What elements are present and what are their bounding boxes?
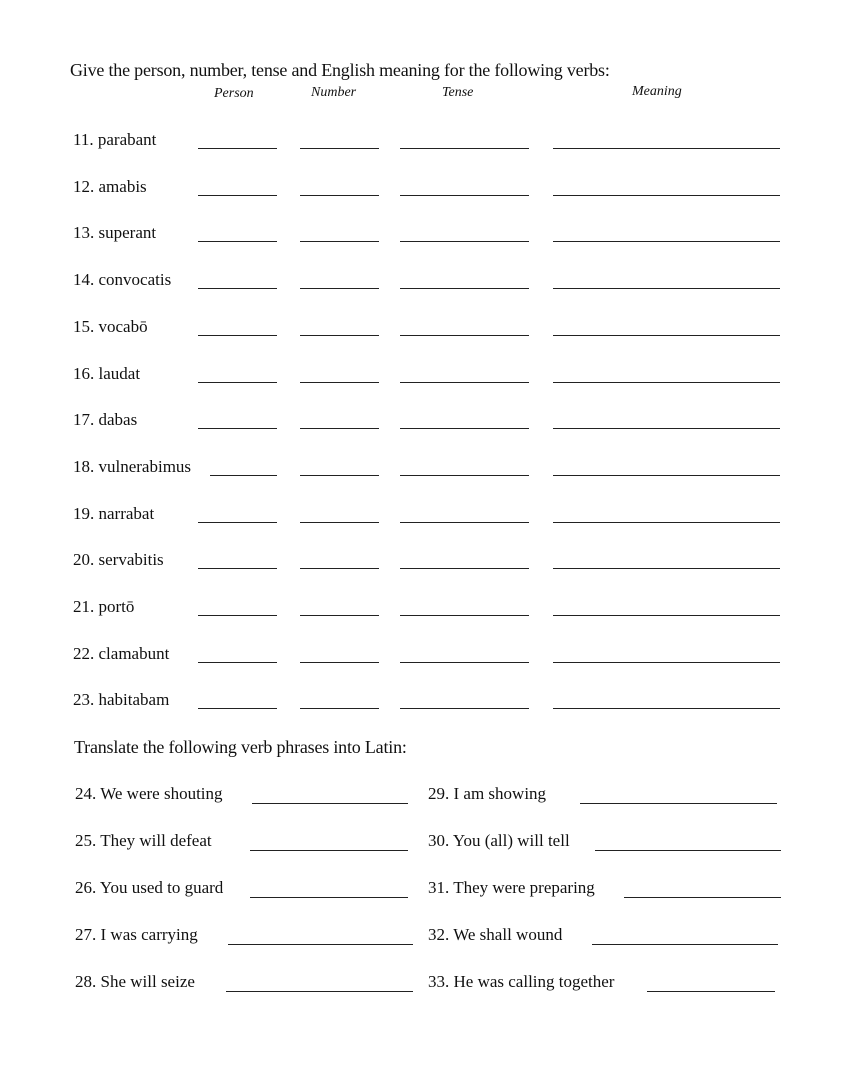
item-number: 20. (73, 550, 95, 570)
answer-blank-meaning[interactable] (553, 522, 780, 523)
verb-text: portō (98, 597, 135, 616)
answer-blank-number[interactable] (300, 195, 379, 196)
item-number: 23. (73, 690, 95, 710)
item-number: 15. (73, 316, 95, 336)
phrase-label (428, 831, 570, 851)
phrase-text: You (all) will tell (452, 831, 570, 850)
verb-text: laudat (98, 363, 141, 383)
item-number: 16. (73, 363, 95, 383)
phrase-text: I was carrying (100, 925, 198, 944)
answer-blank-number[interactable] (300, 662, 379, 663)
item-number: 28. (75, 972, 97, 991)
verb-label (73, 550, 164, 570)
answer-blank-number[interactable] (300, 382, 379, 383)
answer-blank-number[interactable] (300, 522, 379, 523)
answer-blank-meaning[interactable] (553, 708, 780, 709)
answer-blank-meaning[interactable] (553, 195, 780, 196)
phrase-text: He was calling together (453, 972, 615, 991)
phrase-text: They were preparing (453, 878, 595, 897)
verb-text: superant (98, 223, 157, 243)
verb-label (73, 364, 140, 384)
answer-blank-person[interactable] (198, 241, 277, 242)
translation-blank[interactable] (592, 944, 778, 945)
answer-blank-meaning[interactable] (553, 615, 780, 616)
verb-text: vulnerabimus (98, 456, 192, 476)
translation-blank[interactable] (250, 897, 408, 898)
answer-blank-person[interactable] (198, 662, 277, 663)
column-header-number: Number (311, 85, 357, 100)
answer-blank-meaning[interactable] (553, 288, 780, 289)
item-number: 11. (73, 130, 94, 149)
answer-blank-person[interactable] (198, 288, 277, 289)
answer-blank-number[interactable] (300, 288, 379, 289)
answer-blank-meaning[interactable] (553, 335, 780, 336)
verb-label (73, 317, 148, 337)
verb-label (73, 597, 134, 617)
item-number: 22. (73, 643, 95, 663)
translation-blank[interactable] (226, 991, 413, 992)
answer-blank-meaning[interactable] (553, 428, 780, 429)
item-number: 14. (73, 270, 95, 290)
phrase-label (75, 784, 223, 804)
phrase-label (75, 925, 198, 945)
translation-blank[interactable] (228, 944, 413, 945)
item-number: 21. (73, 597, 95, 616)
answer-blank-person[interactable] (198, 335, 277, 336)
item-number: 27. (75, 925, 97, 944)
answer-blank-number[interactable] (300, 568, 379, 569)
item-number: 13. (73, 223, 95, 243)
answer-blank-tense[interactable] (400, 708, 529, 709)
section1-instruction: Give the person, number, tense and English meaning for the following verbs: (70, 60, 610, 80)
column-header-meaning: Meaning (632, 84, 682, 99)
answer-blank-tense[interactable] (400, 241, 529, 242)
answer-blank-person[interactable] (198, 568, 277, 569)
answer-blank-tense[interactable] (400, 148, 529, 149)
answer-blank-tense[interactable] (400, 615, 529, 616)
phrase-text: I am showing (453, 784, 547, 803)
answer-blank-tense[interactable] (400, 475, 529, 476)
phrase-label (428, 878, 595, 898)
verb-text: vocabō (98, 316, 148, 336)
phrase-label (428, 784, 546, 804)
verb-text: servabitis (98, 550, 164, 570)
answer-blank-person[interactable] (198, 708, 277, 709)
translation-blank[interactable] (250, 850, 408, 851)
verb-label (73, 270, 171, 290)
answer-blank-number[interactable] (300, 615, 379, 616)
phrase-label (428, 972, 614, 992)
answer-blank-meaning[interactable] (553, 662, 780, 663)
phrase-text: We were shouting (100, 784, 223, 803)
answer-blank-tense[interactable] (400, 335, 529, 336)
verb-text: clamabunt (98, 643, 170, 663)
column-header-tense: Tense (442, 85, 474, 100)
item-number: 25. (75, 831, 97, 850)
answer-blank-tense[interactable] (400, 568, 529, 569)
phrase-text: We shall wound (453, 925, 563, 944)
item-number: 17. (73, 410, 95, 430)
verb-label (73, 223, 156, 243)
translation-blank[interactable] (624, 897, 781, 898)
translation-blank[interactable] (252, 803, 408, 804)
answer-blank-number[interactable] (300, 241, 379, 242)
verb-text: parabant (97, 130, 157, 149)
item-number: 29. (428, 784, 450, 803)
phrase-label (75, 831, 212, 851)
answer-blank-person[interactable] (198, 428, 277, 429)
answer-blank-person[interactable] (198, 195, 277, 196)
verb-text: dabas (98, 410, 138, 430)
answer-blank-person[interactable] (198, 615, 277, 616)
answer-blank-meaning[interactable] (553, 382, 780, 383)
verb-label (73, 410, 137, 430)
phrase-label (75, 878, 223, 898)
column-header-person: Person (214, 86, 254, 101)
answer-blank-tense[interactable] (400, 662, 529, 663)
verb-label (73, 690, 169, 710)
answer-blank-tense[interactable] (400, 195, 529, 196)
phrase-label (428, 925, 562, 945)
verb-label (73, 644, 169, 664)
answer-blank-tense[interactable] (400, 522, 529, 523)
verb-label (73, 130, 156, 150)
verb-label (73, 177, 147, 197)
item-number: 12. (73, 176, 95, 196)
verb-label (73, 504, 154, 524)
item-number: 32. (428, 925, 450, 944)
answer-blank-number[interactable] (300, 475, 379, 476)
answer-blank-person[interactable] (210, 475, 277, 476)
phrase-text: You used to guard (99, 878, 224, 897)
answer-blank-tense[interactable] (400, 428, 529, 429)
verb-text: habitabam (98, 690, 170, 710)
translation-blank[interactable] (647, 991, 775, 992)
answer-blank-meaning[interactable] (553, 241, 780, 242)
verb-text: convocatis (98, 270, 172, 290)
item-number: 31. (428, 878, 450, 897)
phrase-label (75, 972, 195, 992)
answer-blank-tense[interactable] (400, 288, 529, 289)
verb-label (73, 457, 191, 477)
item-number: 26. (75, 878, 97, 897)
answer-blank-meaning[interactable] (553, 568, 780, 569)
answer-blank-meaning[interactable] (553, 148, 780, 149)
answer-blank-number[interactable] (300, 148, 379, 149)
item-number: 18. (73, 456, 95, 476)
phrase-text: They will defeat (100, 831, 212, 850)
answer-blank-number[interactable] (300, 708, 379, 709)
item-number: 19. (73, 503, 95, 523)
verb-text: narrabat (98, 503, 155, 523)
answer-blank-person[interactable] (198, 382, 277, 383)
verb-text: amabis (98, 176, 147, 196)
answer-blank-person[interactable] (198, 522, 277, 523)
translation-blank[interactable] (580, 803, 777, 804)
answer-blank-person[interactable] (198, 148, 277, 149)
item-number: 33. (428, 972, 450, 991)
answer-blank-tense[interactable] (400, 382, 529, 383)
translation-blank[interactable] (595, 850, 781, 851)
answer-blank-number[interactable] (300, 428, 379, 429)
section2-instruction: Translate the following verb phrases into Latin: (74, 737, 407, 757)
answer-blank-meaning[interactable] (553, 475, 780, 476)
item-number: 24. (75, 784, 97, 803)
item-number: 30. (428, 831, 450, 850)
answer-blank-number[interactable] (300, 335, 379, 336)
phrase-text: She will seize (100, 972, 195, 991)
